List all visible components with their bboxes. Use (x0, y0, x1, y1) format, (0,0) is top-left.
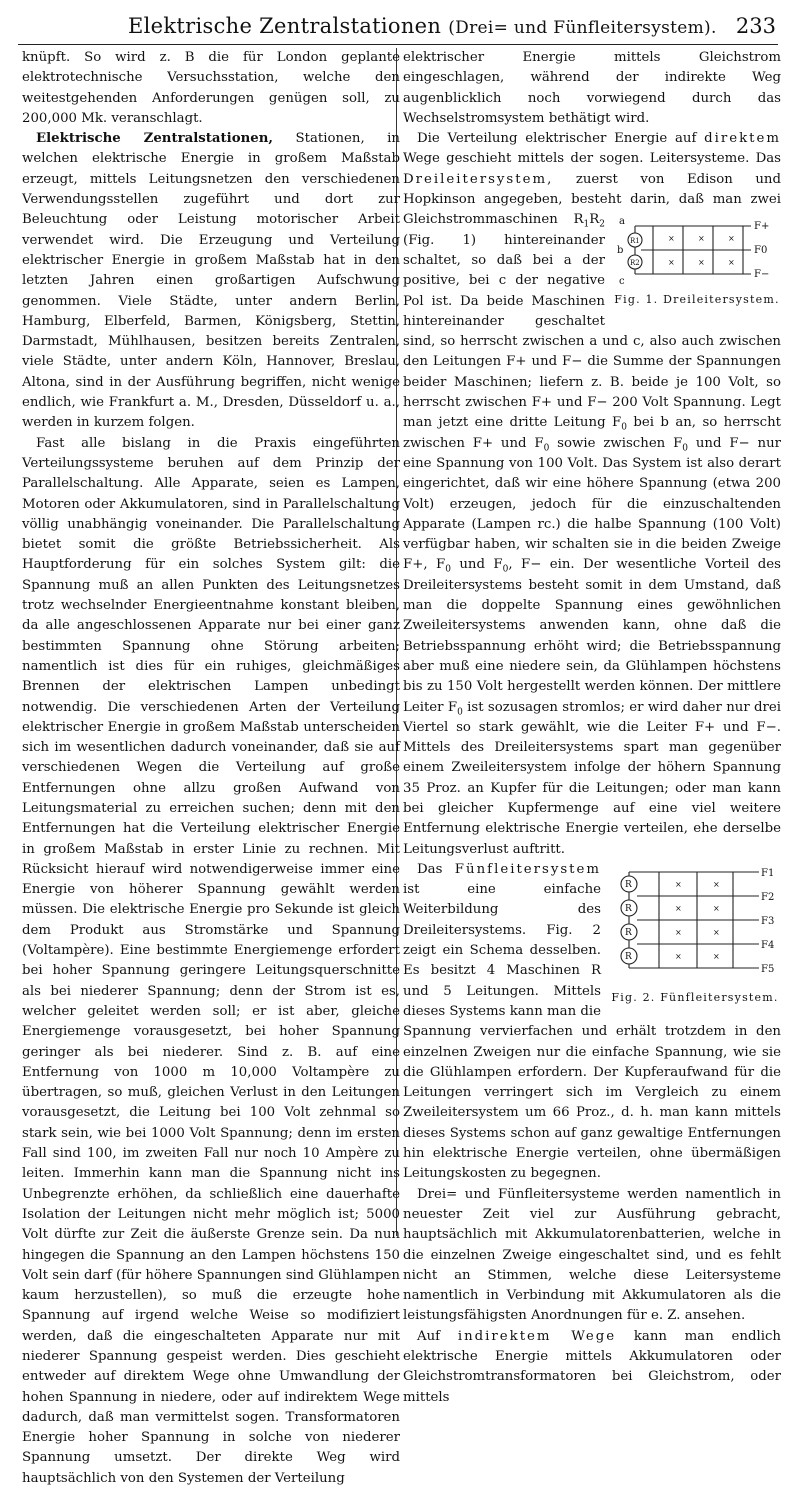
paragraph (403, 1327, 781, 1408)
label-a: a (619, 216, 625, 228)
title-subtitle: (Drei= und Fünfleitersystem). (448, 18, 717, 38)
text-run: sowie zwischen F (549, 435, 683, 451)
lamp-mark: × (668, 234, 675, 244)
label-r: R (625, 903, 632, 914)
paragraph-text: Stationen, in welchen elektrische Energie in großem Maßstab erzeugt, mittels Leitungsnetzen den verschiedenen Verwendungsstellen zugeführt und dort zur Beleuchtung oder Leistung motorischer Arbeit verwendet wird. Die Erzeugung und Verteilung elektrischer Energie in großem Maßstab hat in den letzten Jahren einen großartigen Aufschwung genommen. Viele Städte, unter andern Berlin, Hamburg, Elberfeld, Barmen, Königsberg, Stettin, Darmstadt, Mühlhausen, besitzen bereits Zentralen, viele Städte, unter andern Köln, Hannover, Breslau, Altona, sind in der Ausführung begriffen, nicht wenige endlich, wie Frankfurt a. M., Dresden, Düsseldorf u. a., werden in kurzem folgen. (22, 131, 400, 431)
right-column (403, 48, 781, 1408)
label-fminus: F− (754, 269, 770, 281)
text-run: bei b an, so herrscht zwischen F+ und F (403, 415, 782, 451)
label-r: R (625, 927, 632, 938)
lamp-mark: × (728, 258, 735, 268)
figure-2 (609, 864, 781, 1008)
label-r: R (625, 951, 632, 962)
figure-1 (613, 212, 781, 310)
page-number: 233 (735, 14, 776, 38)
title-main: Elektrische Zentralstationen (128, 14, 442, 38)
lamp-mark: × (675, 903, 682, 913)
label-f4: F4 (761, 939, 775, 951)
lamp-mark: × (675, 879, 682, 889)
lamp-mark: × (675, 951, 682, 961)
text-run: und F− nur eine Spannung von 100 Volt. Das System ist also derart eingerichtet, daß wir eine höhere Spannung (etwa 200 Volt) erzeugen, jedoch für die einzuschaltenden Apparate (Lampen rc.) die halbe Spannung (100 Volt) verfügbar haben, wir schalten sie in die beiden Zweige F+, F (403, 435, 781, 573)
paragraph: knüpft. So wird z. B die für London geplante elektrotechnische Versuchsstation, welche den weitestgehenden Anforderungen genügen soll, zu 200,000 Mk. veranschlagt. (22, 50, 400, 126)
subscript: 0 (621, 423, 627, 433)
spaced-term: Fünfleitersystem (454, 861, 601, 877)
subscript: 1 (583, 220, 590, 231)
lamp-mark: × (668, 258, 675, 268)
text-run: R (589, 212, 600, 228)
lamp-mark: × (713, 879, 720, 889)
label-f1: F1 (761, 867, 775, 879)
subscript: 0 (502, 565, 509, 576)
figure-1-caption: Fig. 1. Dreileitersystem. (614, 293, 780, 307)
lamp-mark: × (713, 927, 720, 937)
figure-2-caption: Fig. 2. Fünfleitersystem. (611, 990, 779, 1004)
paragraph: elektrischer Energie mittels Gleichstrom eingeschlagen, während der indirekte Weg augenblicklich noch vorwiegend durch das Wechselstromsystem bethätigt wird. (403, 50, 781, 126)
text-run: Die Verteilung elektrischer Energie auf (417, 131, 705, 147)
label-fplus: F+ (754, 221, 770, 233)
lamp-mark: × (698, 234, 705, 244)
text-run: ist eine einfache Weiterbildung des Dreileitersystems. Fig. 2 zeigt ein Schema desselben. Es besitzt 4 Maschinen R und 5 Leitungen. Mittels dieses Systems kann man die Spannung vervierfachen und erhält trotzdem in den einzelnen Zweigen nur die einfache Spannung, wie sie die Glühlampen erfordern. Der Kupferaufwand für die Leitungen verringert sich im Vergleich zu einem Zweileitersystem um 66 Proz., d. h. man kann mittels dieses Systems schon auf ganz gewaltige Entfernungen hin elektrische Energie verteilen, ohne übermäßigen Leitungskosten zu begegnen. (403, 882, 781, 1182)
label-r: R (625, 879, 632, 890)
text-run: (Fig. 1) hintereinander schaltet, so daß bei a der positive, bei c der negative Pol ist. Da beide Maschinen hintereinander geschaltet sind, so herrscht zwischen a und c, also auch zwischen den Leitungen F+ und F− die Summe der Spannungen beider Maschinen; liefern z. B. beide je 100 Volt, so herrscht zwischen F+ und F− 200 Volt Spannung. Legt man jetzt eine dritte Leitung F (403, 232, 781, 431)
paragraph (22, 129, 400, 433)
subscript: 0 (445, 565, 451, 576)
lamp-mark: × (728, 234, 735, 244)
lamp-mark: × (698, 258, 705, 268)
label-r2: R2 (630, 259, 640, 268)
lamp-mark: × (713, 951, 720, 961)
paragraph (403, 129, 781, 860)
spaced-term: Dreileitersystem, (403, 171, 554, 187)
running-title (128, 14, 717, 38)
three-wire-diagram (613, 212, 781, 290)
text-run: kann man endlich elektrische Energie mittels Akkumulatoren oder Gleichstromtransformatoren bei Gleichstrom, oder mittels (403, 1328, 781, 1405)
label-b: b (617, 245, 624, 257)
entry-heading: Elektrische Zentralstationen, (36, 131, 274, 147)
paragraph: Drei= und Fünfleitersysteme werden namentlich in neuester Zeit viel zur Ausführung gebracht, hauptsächlich mit Akkumulatorenbatterien, welche in die einzelnen Zweige eingeschaltet sind, und es fehlt nicht an Stimmen, welche diese Leitersysteme namentlich in Verbindung mit Akkumulatoren als die leistungsfähigsten Anordnungen für e. Z. ansehen. (403, 1186, 781, 1324)
label-f2: F2 (761, 891, 775, 903)
text-run: Auf (417, 1328, 458, 1344)
label-f5: F5 (761, 963, 775, 975)
text-run: und F (450, 557, 503, 573)
spaced-term: direktem (704, 131, 781, 147)
text-run: Wege geschieht mittels der sogen. Leitersysteme. Das (403, 151, 781, 167)
label-f3: F3 (761, 915, 775, 927)
subscript: 2 (599, 220, 605, 231)
five-wire-diagram (609, 864, 781, 988)
subscript: 0 (457, 707, 463, 718)
label-f0: F0 (754, 245, 768, 257)
lamp-mark: × (713, 903, 720, 913)
label-c: c (619, 276, 625, 288)
page-header (18, 6, 778, 45)
text-run: ist sozusagen stromlos; er wird daher nur drei Viertel so stark gewählt, wie die Leiter F+ und F−. Mittels des Dreileitersystems spart man gegenüber einem Zweileitersystem infolge der höhern Spannung 35 Proz. an Kupfer für die Leitungen; oder man kann bei gleicher Kupfermenge auf eine viel weitere Entfernung elektrische Energie verteilen, ehe derselbe Leitungsverlust auftritt. (403, 699, 781, 857)
left-column (22, 48, 400, 1489)
subscript: 0 (543, 443, 550, 454)
lamp-mark: × (675, 927, 682, 937)
text-run: zuerst von Edison und Hopkinson angegeben, besteht darin, daß man zwei Gleichstrommaschinen R (403, 171, 781, 228)
text-run: , F− ein. Der wesentliche Vorteil des Dreileitersystems besteht somit in dem Umstand, daß man die doppelte Spannung eines gewöhnlichen Zweileitersystems anwenden kann, ohne daß die Betriebsspannung erhöht wird; die Betriebsspannung aber muß eine niedere sein, da Glühlampen höchstens bis zu 150 Volt hergestellt werden können. Der mittlere Leiter F (403, 557, 781, 715)
subscript: 0 (682, 443, 689, 454)
label-r1: R1 (630, 237, 640, 246)
spaced-term: indirektem Wege (457, 1328, 617, 1344)
paragraph: Fast alle bislang in die Praxis eingeführten Verteilungssysteme beruhen auf dem Prinzip der Parallelschaltung. Alle Apparate, seien es Lampen, Motoren oder Akkumulatoren, sind in Parallelschaltung völlig unabhängig voneinander. Die Parallelschaltung bietet somit die größte Betriebssicherheit. Als Hauptforderung für ein solches System gilt: die Spannung muß an allen Punkten des Leitungsnetzes trotz wechselnder Energieentnahme konstant bleiben, da alle angeschlossenen Apparate nur bei einer ganz bestimmten Spannung ohne Störung arbeiten; namentlich ist dies für ein ruhiges, gleichmäßiges Brennen der elektrischen Lampen unbedingt notwendig. Die verschiedenen Arten der Verteilung elektrischer Energie in großem Maßstab unterscheiden sich im wesentlichen dadurch voneinander, daß sie auf verschiedenen Wegen die Verteilung auf große Entfernungen ohne allzu großen Aufwand von Leitungsmaterial zu erreichen suchen; denn mit den Entfernungen hat die Verteilung elektrischer Energie in großem Maßstab in erster Linie zu rechnen. Mit Rücksicht hierauf wird notwendigerweise immer eine Energie von höherer Spannung gewählt werden müssen. Die elektrische Energie pro Sekunde ist gleich dem Produkt aus Stromstärke und Spannung (Voltampère). Eine bestimmte Energiemenge erfordert bei hoher Spannung geringere Leitungsquerschnitte als bei niederer Spannung; denn der Strom ist es, welcher geleitet werden soll; er ist aber, gleiche Energiemenge vorausgesetzt, bei hoher Spannung geringer als bei niederer. Sind z. B. auf eine Entfernung von 1000 m 10,000 Voltampère zu übertragen, so muß, gleichen Verlust in den Leitungen vorausgesetzt, die Leitung bei 100 Volt zehnmal so stark sein, wie bei 1000 Volt Spannung; denn im ersten Fall sind 100, im zweiten Fall nur noch 10 Ampère zu leiten. Immerhin kann man die Spannung nicht ins Unbegrenzte erhöhen, da schließlich eine dauerhafte Isolation der Leitungen nicht mehr möglich ist; 5000 Volt dürfte zur Zeit die äußerste Grenze sein. Da nun hingegen die Spannung an den Lampen höchstens 150 Volt sein darf (für höhere Spannungen sind Glühlampen kaum herzustellen), so muß die erzeugte hohe Spannung auf irgend welche Weise so modifiziert werden, daß die eingeschalteten Apparate nur mit niederer Spannung gespeist werden. Dies geschieht entweder auf direktem Wege ohne Umwandlung der hohen Spannung in niedere, oder auf indirektem Wege dadurch, daß man vermittelst sogen. Transformatoren Energie hoher Spannung in solche von niederer Spannung umsetzt. Der direkte Weg wird hauptsächlich von den Systemen der Verteilung (22, 435, 400, 1486)
text-run: Das (417, 861, 455, 877)
paragraph (403, 860, 781, 1185)
